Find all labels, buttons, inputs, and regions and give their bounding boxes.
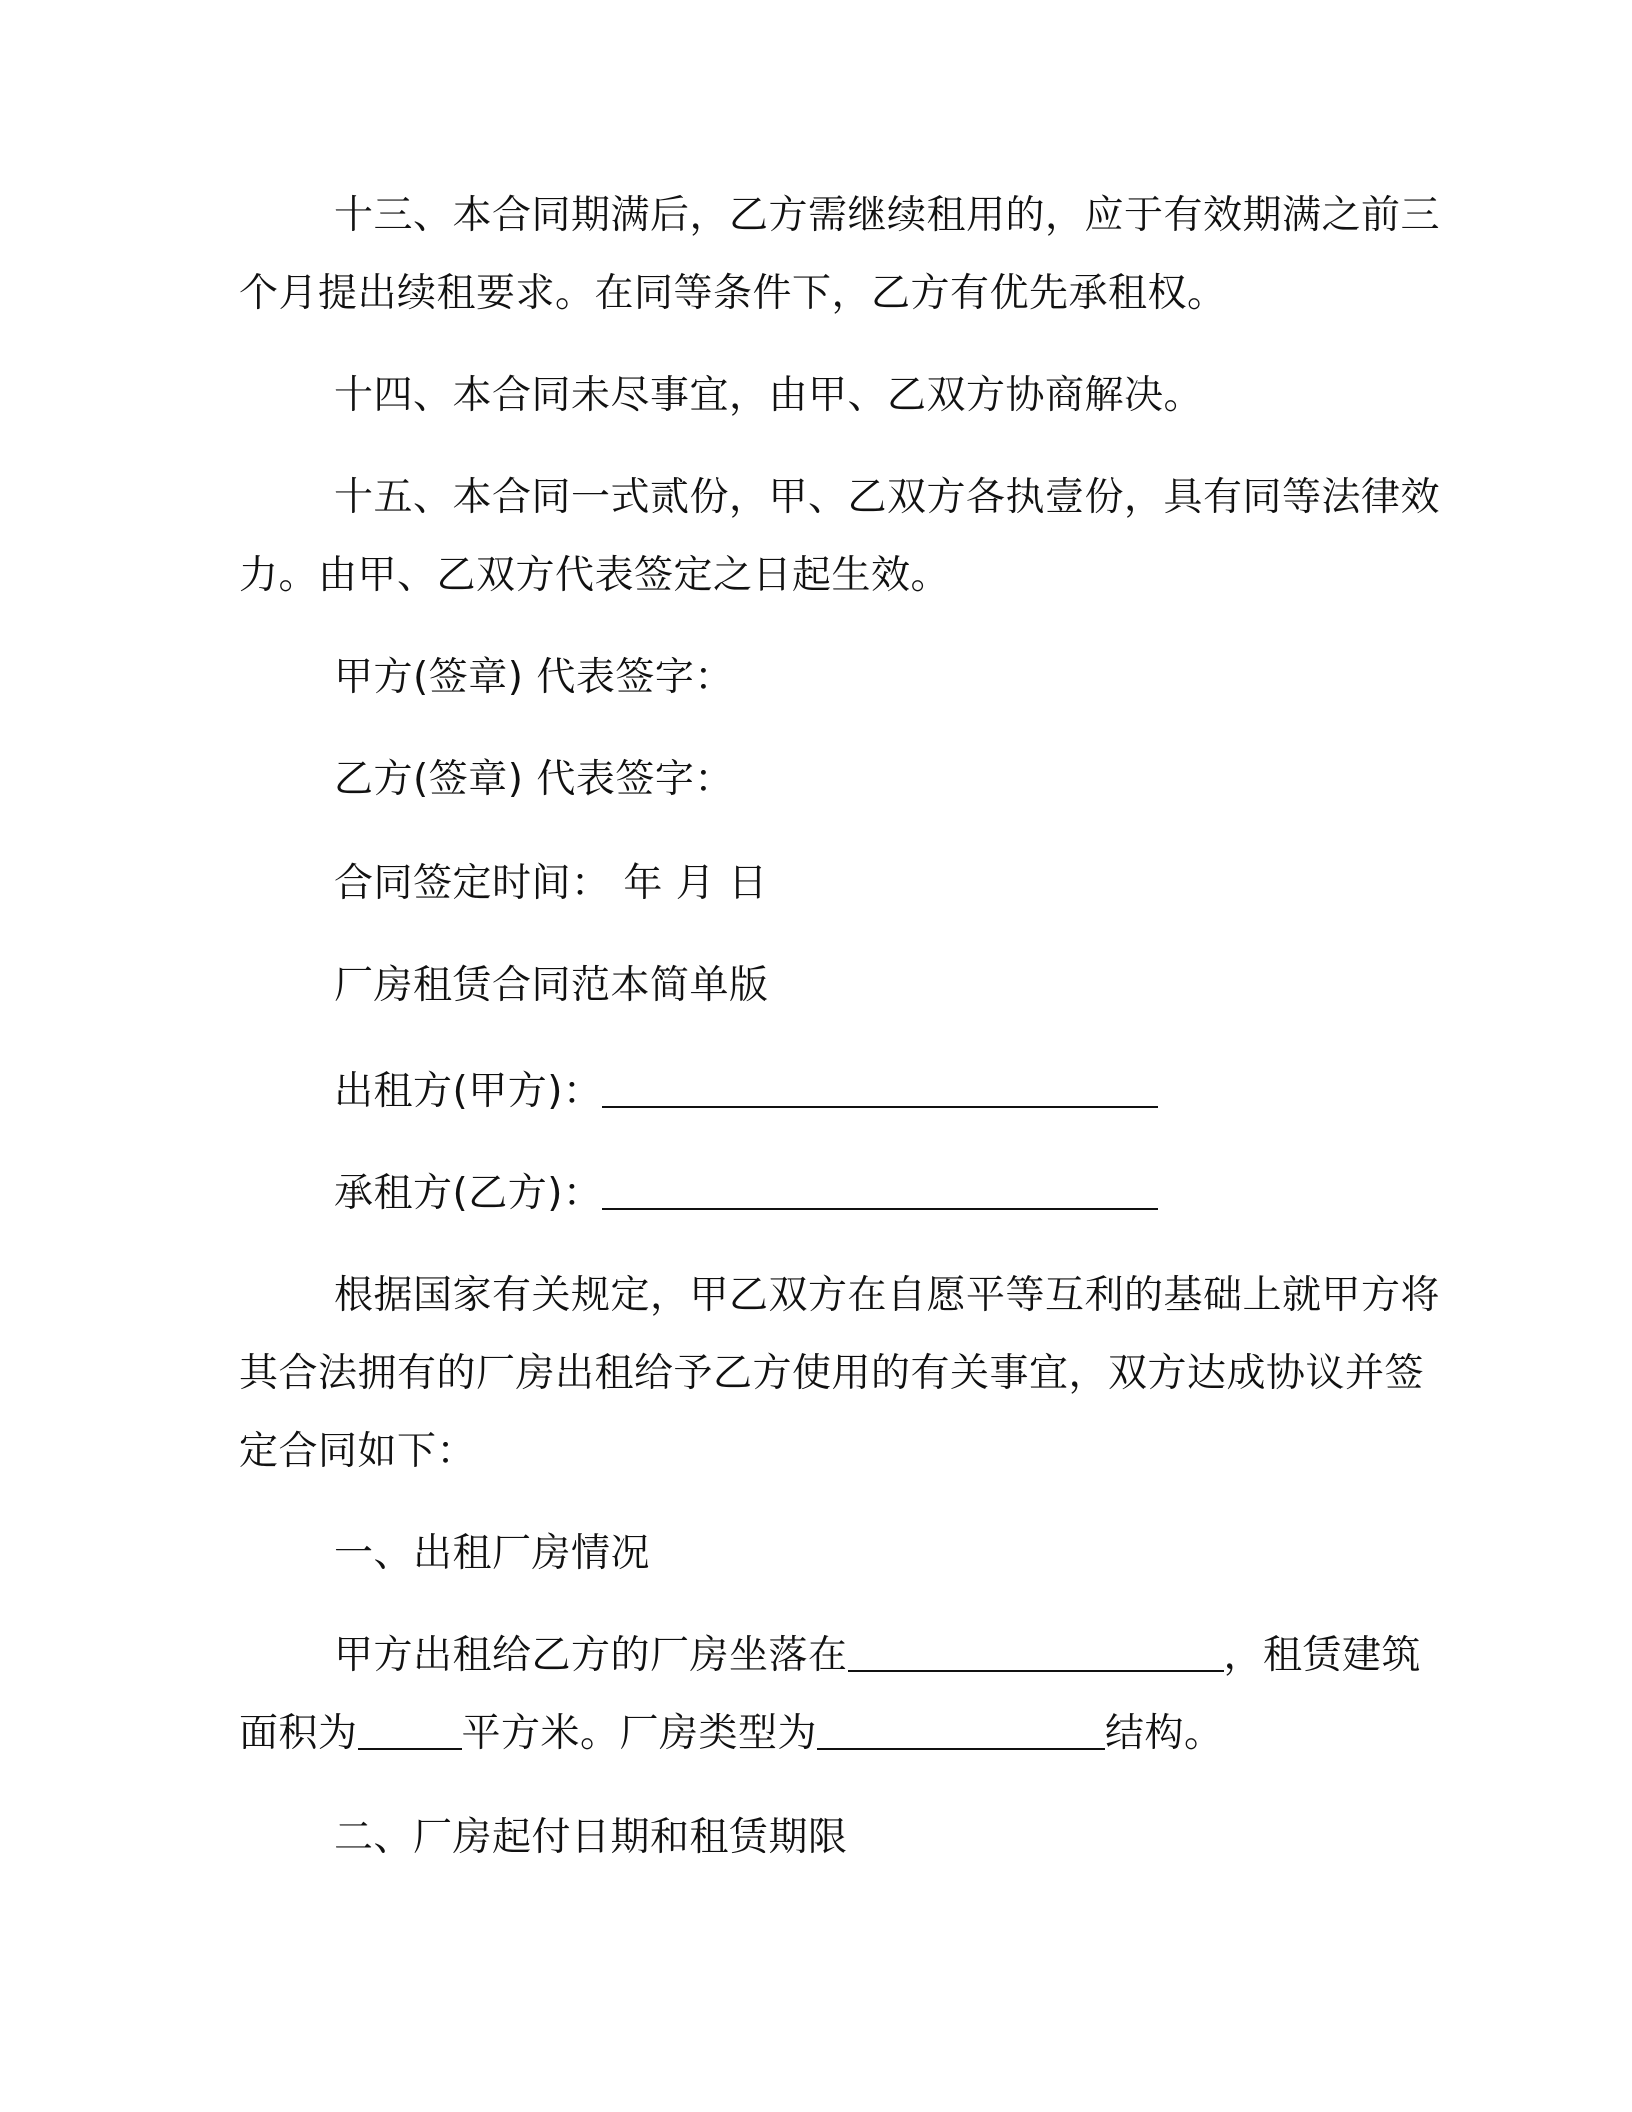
area-label: 面积为 <box>239 1711 358 1756</box>
section-1-text-line-2 <box>239 1706 1224 1762</box>
section-1-heading: 一、出租厂房情况 <box>334 1531 651 1576</box>
clause-15-line-2: 力。由甲、乙双方代表签定之日起生效。 <box>239 553 951 598</box>
lessor-line <box>334 1064 1158 1120</box>
lessor-label: 出租方(甲方)： <box>334 1069 603 1114</box>
structure-label: 结构。 <box>1105 1711 1224 1756</box>
lessee-line <box>334 1166 1158 1222</box>
type-label: 平方米。厂房类型为 <box>461 1711 818 1756</box>
section-2-heading: 二、厂房起付日期和租赁期限 <box>334 1815 848 1860</box>
section-1-text-line-1 <box>334 1628 1421 1684</box>
intro-line-3: 定合同如下： <box>239 1429 477 1474</box>
clause-15-line-1: 十五、本合同一式贰份，甲、乙双方各执壹份，具有同等法律效 <box>334 475 1441 520</box>
lessee-label: 承租方(乙方)： <box>334 1171 603 1216</box>
lessor-blank-field[interactable] <box>602 1070 1158 1108</box>
party-a-signature-label: 甲方(签章) 代表签字： <box>334 655 734 700</box>
clause-13-line-2: 个月提出续租要求。在同等条件下，乙方有优先承租权。 <box>239 271 1227 316</box>
clause-13-line-1: 十三、本合同期满后，乙方需继续租用的，应于有效期满之前三 <box>334 193 1441 238</box>
area-blank-field[interactable] <box>358 1712 462 1750</box>
contract-title: 厂房租赁合同范本简单版 <box>334 963 769 1008</box>
lessee-blank-field[interactable] <box>602 1172 1158 1210</box>
signing-date-label: 合同签定时间： 年 月 日 <box>334 861 768 906</box>
intro-line-1: 根据国家有关规定，甲乙双方在自愿平等互利的基础上就甲方将 <box>334 1273 1441 1318</box>
location-blank-field[interactable] <box>848 1634 1224 1672</box>
area-label-prefix: ，租赁建筑 <box>1223 1633 1422 1678</box>
party-b-signature-label: 乙方(签章) 代表签字： <box>334 757 734 802</box>
intro-line-2: 其合法拥有的厂房出租给予乙方使用的有关事宜，双方达成协议并签 <box>239 1351 1425 1396</box>
location-label: 甲方出租给乙方的厂房坐落在 <box>334 1633 848 1678</box>
clause-14: 十四、本合同未尽事宜，由甲、乙双方协商解决。 <box>334 373 1204 418</box>
type-blank-field[interactable] <box>817 1712 1105 1750</box>
